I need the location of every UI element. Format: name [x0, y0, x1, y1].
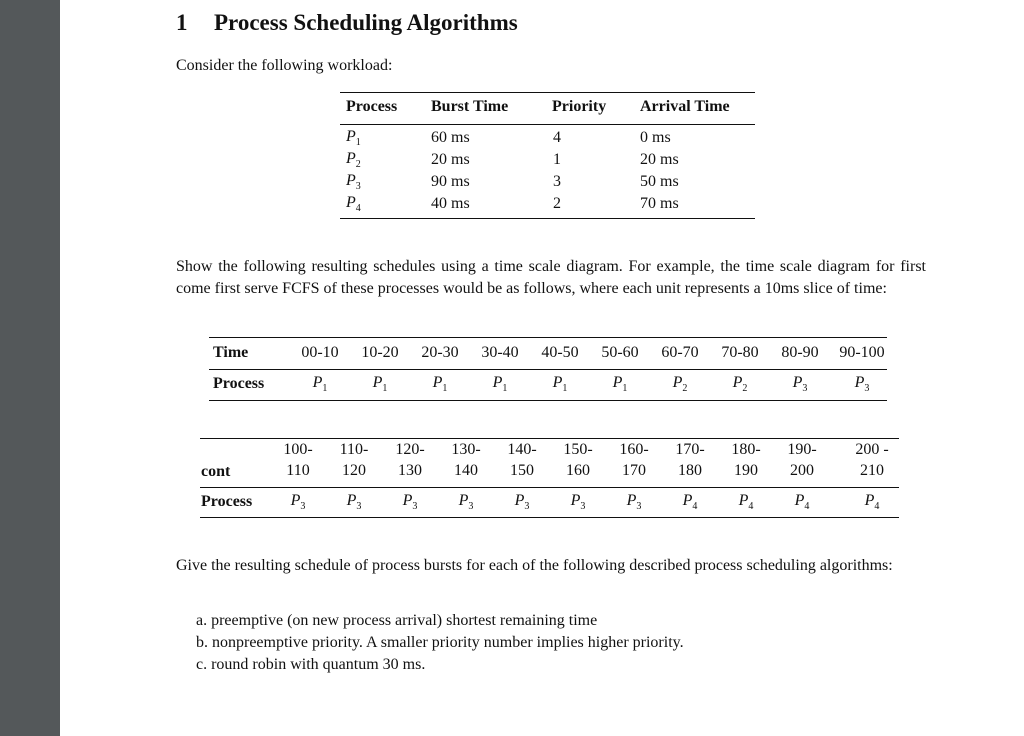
time-slot-end: 130: [398, 462, 422, 479]
process-label: Process: [213, 375, 265, 392]
cont-top-rule: [200, 438, 899, 439]
process-label: Process: [201, 493, 253, 510]
time-slot: 00-10: [301, 344, 339, 361]
process-slot: $P_3$: [458, 492, 474, 513]
time-slot-start: 110-: [339, 441, 369, 458]
time-slot-end: 180: [678, 462, 702, 479]
process-name: $P_3$: [346, 172, 361, 193]
list-item: a. preemptive (on new process arrival) shortest remaining time: [196, 612, 598, 629]
time-slot-start: 190-: [787, 441, 817, 458]
time-slot-start: 100-: [283, 441, 313, 458]
burst-time: 20 ms: [431, 151, 470, 168]
cont-bottom-rule: [200, 517, 899, 518]
viewer-left-margin: [0, 0, 60, 736]
time-slot: 20-30: [421, 344, 459, 361]
time-label: Time: [213, 344, 249, 361]
process-name: $P_2$: [346, 150, 361, 171]
priority-value: 2: [553, 195, 561, 212]
list-item: c. round robin with quantum 30 ms.: [196, 656, 426, 673]
process-slot: $P_4$: [864, 492, 880, 513]
process-slot: $P_3$: [346, 492, 362, 513]
section-number: 1: [176, 10, 188, 35]
process-slot: $P_3$: [626, 492, 642, 513]
process-name: $P_4$: [346, 194, 361, 215]
cont-mid-rule: [200, 487, 899, 488]
section-title: Process Scheduling Algorithms: [214, 10, 518, 35]
time-slot-end: 210: [860, 462, 884, 479]
col-header-priority: Priority: [552, 98, 607, 115]
process-slot: $P_2$: [732, 374, 748, 395]
table-top-rule: [340, 92, 755, 93]
priority-value: 3: [553, 173, 561, 190]
time-slot: 30-40: [481, 344, 519, 361]
process-name: $P_1$: [346, 128, 361, 149]
time-slot-start: 160-: [619, 441, 649, 458]
time-slot-end: 120: [342, 462, 366, 479]
process-slot: $P_1$: [612, 374, 628, 395]
col-header-process: Process: [346, 98, 398, 115]
burst-time: 60 ms: [431, 129, 470, 146]
time-slot-end: 170: [622, 462, 646, 479]
time-slot-start: 200 -: [855, 441, 889, 458]
process-slot: $P_1$: [492, 374, 508, 395]
priority-value: 1: [553, 151, 561, 168]
time-slot-start: 170-: [675, 441, 705, 458]
process-slot: $P_1$: [432, 374, 448, 395]
time-slot: 40-50: [541, 344, 579, 361]
time-slot: 60-70: [661, 344, 699, 361]
process-slot: $P_4$: [794, 492, 810, 513]
burst-time: 90 ms: [431, 173, 470, 190]
arrival-time: 50 ms: [640, 173, 679, 190]
time-slot-end: 150: [510, 462, 534, 479]
time-slot: 70-80: [721, 344, 759, 361]
col-header-arrival: Arrival Time: [640, 98, 730, 115]
time-slot-end: 160: [566, 462, 590, 479]
time-slot-start: 150-: [563, 441, 593, 458]
time-slot: 80-90: [781, 344, 819, 361]
cont-label: cont: [201, 463, 231, 480]
list-item: b. nonpreemptive priority. A smaller priority number implies higher priority.: [196, 634, 684, 651]
arrival-time: 0 ms: [640, 129, 671, 146]
time-slot-end: 140: [454, 462, 478, 479]
table-bottom-rule: [340, 218, 755, 219]
process-slot: $P_1$: [312, 374, 328, 395]
process-slot: $P_3$: [792, 374, 808, 395]
process-slot: $P_1$: [552, 374, 568, 395]
time-slot: 90-100: [839, 344, 885, 361]
time-slot: 10-20: [361, 344, 399, 361]
process-slot: $P_3$: [854, 374, 870, 395]
process-slot: $P_3$: [402, 492, 418, 513]
arrival-time: 20 ms: [640, 151, 679, 168]
time-slot-start: 130-: [451, 441, 481, 458]
process-slot: $P_4$: [738, 492, 754, 513]
question-paragraph: Give the resulting schedule of process bursts for each of the following described process scheduling algorithms:: [176, 557, 893, 574]
process-slot: $P_3$: [290, 492, 306, 513]
col-header-burst: Burst Time: [431, 98, 509, 115]
time-slot-end: 200: [790, 462, 814, 479]
fcfs-top-rule: [209, 337, 887, 338]
fcfs-mid-rule: [209, 369, 887, 370]
process-slot: $P_1$: [372, 374, 388, 395]
process-slot: $P_3$: [570, 492, 586, 513]
time-slot: 50-60: [601, 344, 639, 361]
time-slot-start: 180-: [731, 441, 761, 458]
process-slot: $P_2$: [672, 374, 688, 395]
process-slot: $P_3$: [514, 492, 530, 513]
time-slot-end: 190: [734, 462, 758, 479]
header-rule: [340, 124, 755, 125]
burst-time: 40 ms: [431, 195, 470, 212]
instructions-paragraph: Show the following resulting schedules using a time scale diagram. For example, the time scale diagram for first come first serve FCFS of these processes would be as follows, where each unit represents a 10ms slice of time:: [176, 258, 926, 297]
fcfs-bottom-rule: [209, 400, 887, 401]
arrival-time: 70 ms: [640, 195, 679, 212]
time-slot-start: 120-: [395, 441, 425, 458]
process-slot: $P_4$: [682, 492, 698, 513]
time-slot-start: 140-: [507, 441, 537, 458]
intro-text: Consider the following workload:: [176, 57, 393, 74]
time-slot-end: 110: [286, 462, 310, 479]
priority-value: 4: [553, 129, 561, 146]
